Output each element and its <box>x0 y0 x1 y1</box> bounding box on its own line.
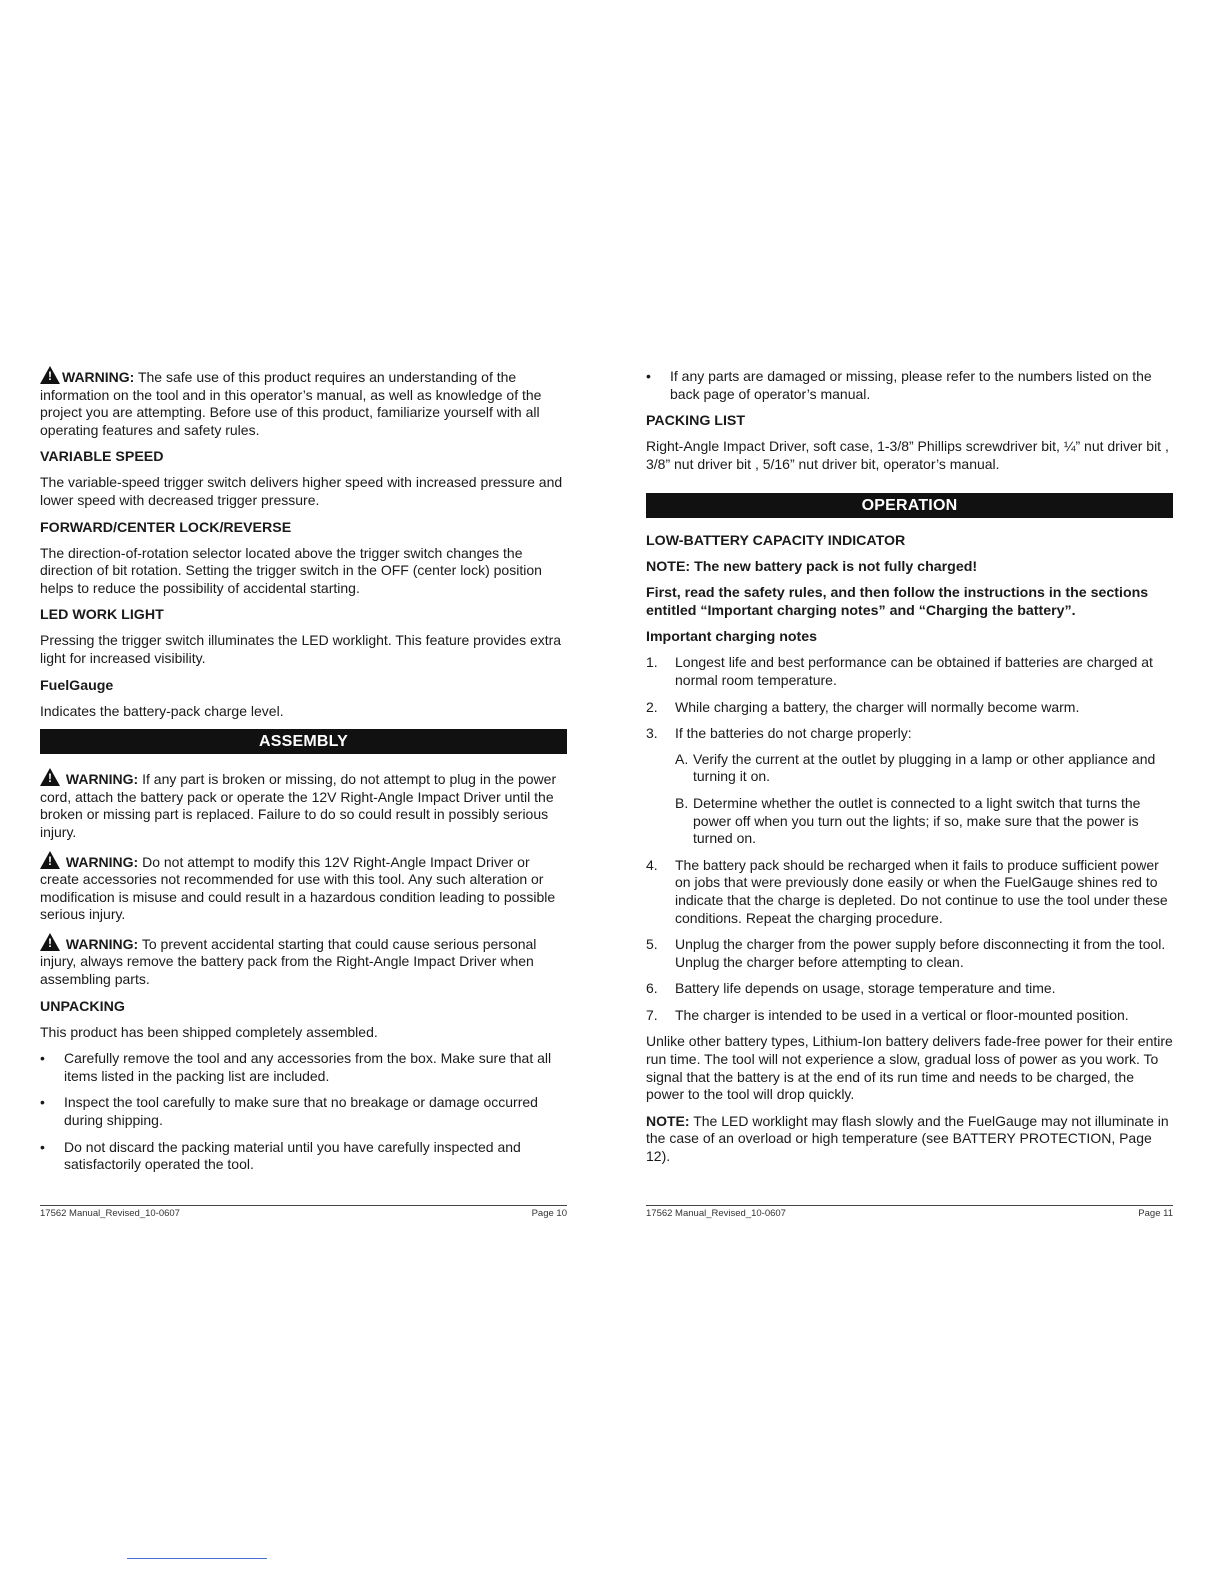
unpacking-list <box>40 1050 567 1174</box>
variable-speed-text: The variable-speed trigger switch delivers higher speed with increased pressure and lower speed with decreased trigger pressure. <box>40 474 563 508</box>
warning-triangle-icon <box>40 366 60 384</box>
list-item: 7. The charger is intended to be used in a vertical or floor-mounted position. <box>646 1006 1129 1023</box>
charging-notes-list <box>646 654 1173 1024</box>
low-battery-heading: LOW-BATTERY CAPACITY INDICATOR <box>646 533 906 550</box>
charging-sub-list <box>675 751 1173 848</box>
bottom-rule <box>127 1558 267 1559</box>
list-item: B. Determine whether the outlet is connected to a light switch that turns the power off when you turn out the lights; if so, make sure that the power is turned on. <box>675 794 1141 847</box>
list-item: 2. While charging a battery, the charger will normally become warm. <box>646 698 1080 715</box>
operation-section-bar: OPERATION <box>646 493 1173 518</box>
warning-text: The safe use of this product requires an understanding of the information on the tool and in this operator’s manual, as well as knowledge of the project you are attempting. Before use of this product, familiarize yourself with all operating features and safety rules. <box>40 369 542 438</box>
assembly-warning-1 <box>40 768 567 841</box>
packing-list-heading: PACKING LIST <box>646 413 746 430</box>
footer-page-number: Page 11 <box>1138 1208 1173 1219</box>
assembly-section-bar: ASSEMBLY <box>40 729 567 754</box>
note-text: The LED worklight may flash slowly and the FuelGauge may not illuminate in the case of an overload or high temperature (see BATTERY PROTECTION, Page 12). <box>646 1112 1169 1165</box>
warning-text: Do not attempt to modify this 12V Right-Angle Impact Driver or create accessories not recommended for use with this tool. Any such alteration or modification is misuse and could result in a hazardous condition leading to possible serious injury. <box>40 853 556 923</box>
warning-triangle-icon <box>40 851 60 869</box>
left-page-footer <box>40 1205 567 1219</box>
led-work-light-heading: LED WORK LIGHT <box>40 607 164 624</box>
list-item: A. Verify the current at the outlet by plugging in a lamp or other appliance and turning it on. <box>675 750 1156 785</box>
warning-label: WARNING: <box>62 369 135 385</box>
warning-label: WARNING: <box>65 935 139 952</box>
unpacking-text: This product has been shipped completely assembled. <box>40 1023 378 1040</box>
list-item: 5. Unplug the charger from the power supply before disconnecting it from the tool. Unplug the charger before attempting to clean. <box>646 936 1166 970</box>
list-item: 1. Longest life and best performance can be obtained if batteries are charged at normal room temperature. <box>646 654 1153 688</box>
unpacking-heading: UNPACKING <box>40 998 125 1015</box>
warning-text: To prevent accidental starting that could cause serious personal injury, always remove the battery pack from the Right-Angle Impact Driver when assembling parts. <box>40 935 537 988</box>
footer-doc-id: 17562 Manual_Revised_10-0607 <box>40 1208 180 1219</box>
charging-notes-heading: Important charging notes <box>646 629 818 646</box>
list-item: 4. The battery pack should be recharged when it fails to produce sufficient power on jobs that were previously done easily or when the FuelGauge shines red to indicate that the charge is depleted. Do not continue to use the tool under these conditions. Repeat the charging procedure. <box>646 856 1168 926</box>
list-item: 3. If the batteries do not charge properly: A. Verify the current at the outlet by plugging in a lamp or other appliance and turning it on. B. Determine whether the outlet is connected to a light switch that turns the power off when you turn out the lights; if so, make sure that the power is turned on. <box>646 725 1173 848</box>
right-page-footer <box>646 1205 1173 1219</box>
new-battery-note: NOTE: The new battery pack is not fully charged! <box>646 559 978 576</box>
parts-bullet-list <box>646 368 1173 403</box>
fuelgauge-text: Indicates the battery-pack charge level. <box>40 702 284 719</box>
warning-text: If any part is broken or missing, do not attempt to plug in the power cord, attach the battery pack or operate the 12V Right-Angle Impact Driver until the broken or missing part is replaced. Failure to do so could result in possibly serious injury. <box>40 771 557 840</box>
warning-label: WARNING: <box>65 771 139 788</box>
packing-list-text: Right-Angle Impact Driver, soft case, 1-3/8” Phillips screwdriver bit, ¼” nut driver bit , 3/8” nut driver bit , 5/16” nut driver bit, operator’s manual. <box>646 438 1169 472</box>
led-work-light-text: Pressing the trigger switch illuminates the LED worklight. This feature provides extra light for increased visibility. <box>40 632 562 666</box>
fuelgauge-heading: FuelGauge <box>40 677 114 694</box>
right-page <box>646 368 1173 1175</box>
list-item: • Carefully remove the tool and any accessories from the box. Make sure that all items listed in the packing list are included. <box>40 1050 567 1085</box>
list-item: 6. Battery life depends on usage, storage temperature and time. <box>646 980 1056 997</box>
left-page <box>40 366 567 1183</box>
list-item: • Do not discard the packing material until you have carefully inspected and satisfactorily operated the tool. <box>40 1139 567 1174</box>
warning-intro <box>40 366 567 439</box>
note-label: NOTE: <box>646 1112 690 1129</box>
final-note <box>646 1113 1173 1166</box>
forward-reverse-text: The direction-of-rotation selector located above the trigger switch changes the direction of bit rotation. Setting the trigger switch in the OFF (center lock) position helps to reduce the possibility of accidental starting. <box>40 544 542 596</box>
assembly-warning-3 <box>40 933 567 989</box>
list-item: • Inspect the tool carefully to make sure that no breakage or damage occurred during shipping. <box>40 1094 567 1129</box>
forward-reverse-heading: FORWARD/CENTER LOCK/REVERSE <box>40 519 292 536</box>
warning-triangle-icon <box>40 933 60 951</box>
first-read-instruction: First, read the safety rules, and then follow the instructions in the sections entitled “Important charging notes” and “Charging the battery”. <box>646 585 1149 620</box>
assembly-warning-2 <box>40 851 567 924</box>
lithium-ion-text: Unlike other battery types, Lithium-Ion battery delivers fade-free power for their entire run time. The tool will not experience a slow, gradual loss of power as you work. To signal that the battery is at the end of its run time and needs to be charged, the power to the tool will drop quickly. <box>646 1033 1173 1103</box>
footer-page-number: Page 10 <box>531 1208 567 1219</box>
list-item: • If any parts are damaged or missing, please refer to the numbers listed on the back page of operator’s manual. <box>646 368 1173 403</box>
variable-speed-heading: VARIABLE SPEED <box>40 449 164 466</box>
warning-label: WARNING: <box>65 853 139 870</box>
warning-triangle-icon <box>40 768 60 786</box>
footer-doc-id: 17562 Manual_Revised_10-0607 <box>646 1208 786 1219</box>
